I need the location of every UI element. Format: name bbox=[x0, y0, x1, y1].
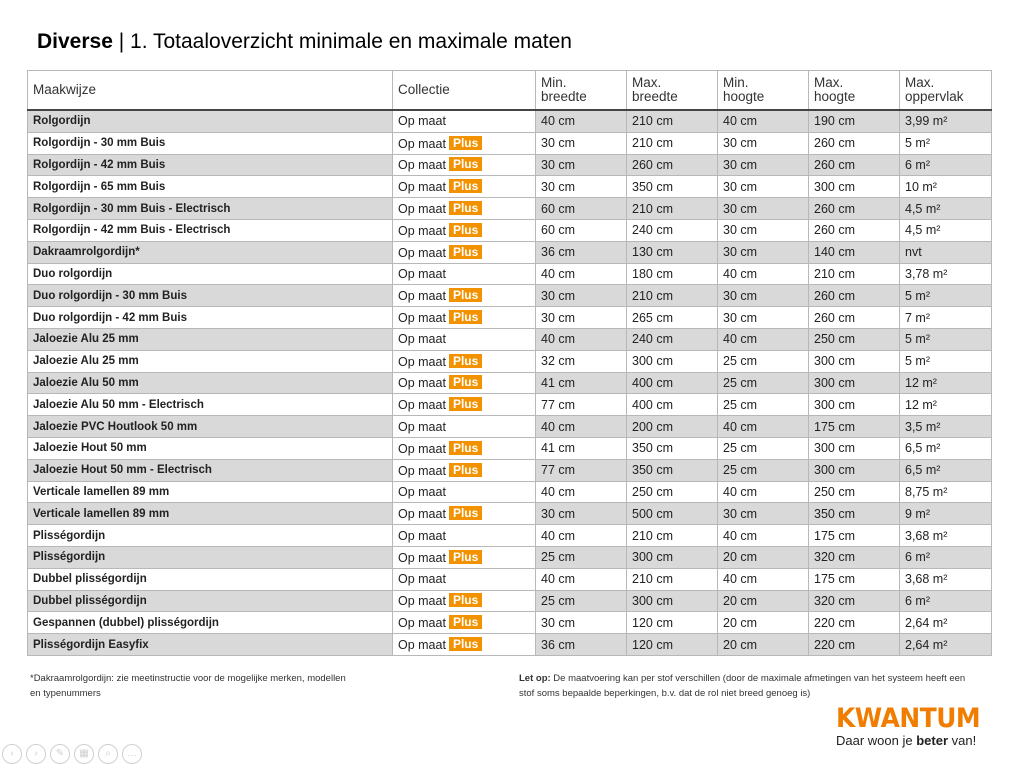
column-header: Maakwijze bbox=[28, 71, 393, 111]
max-b-cell: 210 cm bbox=[627, 285, 718, 307]
min-b-cell: 30 cm bbox=[536, 132, 627, 154]
maakwijze-cell: Rolgordijn - 65 mm Buis bbox=[28, 176, 393, 198]
collectie-cell bbox=[393, 634, 536, 656]
max-b-cell: 400 cm bbox=[627, 394, 718, 416]
collectie-cell bbox=[393, 132, 536, 154]
opp-cell: 5 m² bbox=[900, 132, 992, 154]
plus-badge: Plus bbox=[449, 463, 482, 477]
collectie-cell bbox=[393, 481, 536, 503]
min-b-cell: 30 cm bbox=[536, 612, 627, 634]
note-label: Let op: bbox=[519, 673, 551, 684]
collectie-label: Op maat bbox=[398, 202, 446, 217]
slogan-part: Daar woon je bbox=[836, 733, 917, 748]
plus-badge: Plus bbox=[449, 179, 482, 193]
min-h-cell: 25 cm bbox=[718, 350, 809, 372]
collectie-label: Op maat bbox=[398, 507, 446, 522]
min-h-cell: 20 cm bbox=[718, 546, 809, 568]
opp-cell: 7 m² bbox=[900, 307, 992, 329]
max-h-cell: 175 cm bbox=[809, 416, 900, 438]
max-h-cell: 300 cm bbox=[809, 437, 900, 459]
table-row bbox=[28, 132, 992, 154]
min-b-cell: 77 cm bbox=[536, 394, 627, 416]
collectie-cell bbox=[393, 219, 536, 241]
opp-cell: 5 m² bbox=[900, 350, 992, 372]
min-b-cell: 25 cm bbox=[536, 546, 627, 568]
max-b-cell: 300 cm bbox=[627, 546, 718, 568]
column-header: Max. breedte bbox=[627, 71, 718, 111]
collectie-label: Op maat bbox=[398, 136, 446, 151]
opp-cell: 6 m² bbox=[900, 546, 992, 568]
slogan-bold: beter bbox=[916, 733, 949, 748]
max-h-cell: 190 cm bbox=[809, 110, 900, 132]
collectie-label: Op maat bbox=[398, 463, 446, 478]
table-row bbox=[28, 546, 992, 568]
opp-cell: 6 m² bbox=[900, 590, 992, 612]
table-header-row bbox=[28, 71, 992, 111]
title-bold: Diverse bbox=[37, 30, 113, 53]
forward-icon[interactable]: › bbox=[26, 744, 46, 764]
max-b-cell: 350 cm bbox=[627, 176, 718, 198]
min-b-cell: 41 cm bbox=[536, 437, 627, 459]
slogan-part: van! bbox=[948, 733, 977, 748]
maakwijze-cell: Jaloezie PVC Houtlook 50 mm bbox=[28, 416, 393, 438]
table-row bbox=[28, 285, 992, 307]
collectie-cell bbox=[393, 590, 536, 612]
plus-badge: Plus bbox=[449, 310, 482, 324]
min-b-cell: 30 cm bbox=[536, 176, 627, 198]
plus-badge: Plus bbox=[449, 441, 482, 455]
opp-cell: 3,68 m² bbox=[900, 525, 992, 547]
collectie-cell bbox=[393, 328, 536, 350]
max-b-cell: 400 cm bbox=[627, 372, 718, 394]
min-b-cell: 25 cm bbox=[536, 590, 627, 612]
plus-badge: Plus bbox=[449, 506, 482, 520]
table-row bbox=[28, 459, 992, 481]
collectie-cell bbox=[393, 241, 536, 263]
note bbox=[519, 671, 969, 701]
collectie-cell bbox=[393, 437, 536, 459]
maakwijze-cell: Jaloezie Alu 25 mm bbox=[28, 328, 393, 350]
opp-cell: 3,99 m² bbox=[900, 110, 992, 132]
min-h-cell: 20 cm bbox=[718, 590, 809, 612]
min-b-cell: 30 cm bbox=[536, 503, 627, 525]
collectie-label: Op maat bbox=[398, 376, 446, 391]
maakwijze-cell: Plisségordijn bbox=[28, 525, 393, 547]
collectie-label: Op maat bbox=[398, 638, 446, 653]
page-title bbox=[37, 30, 572, 54]
max-h-cell: 350 cm bbox=[809, 503, 900, 525]
table-row bbox=[28, 110, 992, 132]
collectie-cell bbox=[393, 372, 536, 394]
table-row bbox=[28, 481, 992, 503]
opp-cell: 6,5 m² bbox=[900, 459, 992, 481]
more-icon[interactable]: … bbox=[122, 744, 142, 764]
min-b-cell: 60 cm bbox=[536, 219, 627, 241]
maakwijze-cell: Jaloezie Alu 25 mm bbox=[28, 350, 393, 372]
plus-badge: Plus bbox=[449, 201, 482, 215]
collectie-label: Op maat bbox=[398, 289, 446, 304]
min-h-cell: 30 cm bbox=[718, 154, 809, 176]
collectie-label: Op maat bbox=[398, 311, 446, 326]
table-row bbox=[28, 154, 992, 176]
max-h-cell: 140 cm bbox=[809, 241, 900, 263]
maakwijze-cell: Jaloezie Alu 50 mm - Electrisch bbox=[28, 394, 393, 416]
min-h-cell: 40 cm bbox=[718, 525, 809, 547]
max-h-cell: 250 cm bbox=[809, 328, 900, 350]
table-row bbox=[28, 263, 992, 285]
max-h-cell: 320 cm bbox=[809, 590, 900, 612]
min-b-cell: 40 cm bbox=[536, 525, 627, 547]
min-h-cell: 25 cm bbox=[718, 437, 809, 459]
table-row bbox=[28, 568, 992, 590]
maakwijze-cell: Plisségordijn Easyfix bbox=[28, 634, 393, 656]
max-h-cell: 175 cm bbox=[809, 525, 900, 547]
max-b-cell: 240 cm bbox=[627, 219, 718, 241]
min-h-cell: 40 cm bbox=[718, 481, 809, 503]
collectie-cell bbox=[393, 612, 536, 634]
collectie-cell bbox=[393, 546, 536, 568]
zoom-icon[interactable]: ⌕ bbox=[98, 744, 118, 764]
max-b-cell: 120 cm bbox=[627, 612, 718, 634]
min-h-cell: 30 cm bbox=[718, 307, 809, 329]
table-row bbox=[28, 394, 992, 416]
table-row bbox=[28, 612, 992, 634]
column-header: Min. breedte bbox=[536, 71, 627, 111]
table-body bbox=[28, 110, 992, 655]
max-b-cell: 210 cm bbox=[627, 198, 718, 220]
collectie-cell bbox=[393, 307, 536, 329]
collectie-label: Op maat bbox=[398, 332, 446, 347]
table-row bbox=[28, 328, 992, 350]
maakwijze-cell: Verticale lamellen 89 mm bbox=[28, 481, 393, 503]
collectie-label: Op maat bbox=[398, 484, 446, 499]
min-b-cell: 40 cm bbox=[536, 481, 627, 503]
plus-badge: Plus bbox=[449, 375, 482, 389]
min-b-cell: 40 cm bbox=[536, 110, 627, 132]
min-h-cell: 30 cm bbox=[718, 285, 809, 307]
plus-badge: Plus bbox=[449, 593, 482, 607]
min-b-cell: 36 cm bbox=[536, 634, 627, 656]
max-b-cell: 210 cm bbox=[627, 525, 718, 547]
collectie-cell bbox=[393, 503, 536, 525]
table-row bbox=[28, 416, 992, 438]
maakwijze-cell: Rolgordijn - 42 mm Buis - Electrisch bbox=[28, 219, 393, 241]
collectie-cell bbox=[393, 525, 536, 547]
collectie-cell bbox=[393, 416, 536, 438]
max-h-cell: 320 cm bbox=[809, 546, 900, 568]
min-b-cell: 41 cm bbox=[536, 372, 627, 394]
plus-badge: Plus bbox=[449, 157, 482, 171]
min-h-cell: 25 cm bbox=[718, 372, 809, 394]
opp-cell: 4,5 m² bbox=[900, 219, 992, 241]
collectie-label: Op maat bbox=[398, 616, 446, 631]
opp-cell: 3,68 m² bbox=[900, 568, 992, 590]
max-b-cell: 120 cm bbox=[627, 634, 718, 656]
collectie-cell bbox=[393, 394, 536, 416]
table-row bbox=[28, 219, 992, 241]
collectie-label: Op maat bbox=[398, 354, 446, 369]
min-h-cell: 25 cm bbox=[718, 394, 809, 416]
maakwijze-cell: Gespannen (dubbel) plisségordijn bbox=[28, 612, 393, 634]
collectie-label: Op maat bbox=[398, 180, 446, 195]
maakwijze-cell: Rolgordijn - 30 mm Buis bbox=[28, 132, 393, 154]
min-h-cell: 30 cm bbox=[718, 219, 809, 241]
maakwijze-cell: Dubbel plisségordijn bbox=[28, 590, 393, 612]
collectie-cell bbox=[393, 263, 536, 285]
max-b-cell: 210 cm bbox=[627, 568, 718, 590]
min-b-cell: 40 cm bbox=[536, 328, 627, 350]
collectie-cell bbox=[393, 285, 536, 307]
collectie-label: Op maat bbox=[398, 550, 446, 565]
max-h-cell: 260 cm bbox=[809, 132, 900, 154]
maakwijze-cell: Verticale lamellen 89 mm bbox=[28, 503, 393, 525]
max-h-cell: 260 cm bbox=[809, 285, 900, 307]
plus-badge: Plus bbox=[449, 637, 482, 651]
opp-cell: 12 m² bbox=[900, 372, 992, 394]
slide-nav-controls bbox=[2, 744, 142, 764]
max-h-cell: 220 cm bbox=[809, 634, 900, 656]
dimensions-table bbox=[27, 70, 992, 656]
min-h-cell: 40 cm bbox=[718, 263, 809, 285]
logo-slogan bbox=[836, 733, 1008, 749]
collectie-cell bbox=[393, 110, 536, 132]
max-h-cell: 250 cm bbox=[809, 481, 900, 503]
plus-badge: Plus bbox=[449, 245, 482, 259]
maakwijze-cell: Duo rolgordijn - 30 mm Buis bbox=[28, 285, 393, 307]
max-h-cell: 260 cm bbox=[809, 154, 900, 176]
opp-cell: 6,5 m² bbox=[900, 437, 992, 459]
maakwijze-cell: Plisségordijn bbox=[28, 546, 393, 568]
opp-cell: 8,75 m² bbox=[900, 481, 992, 503]
collectie-label: Op maat bbox=[398, 528, 446, 543]
collectie-cell bbox=[393, 568, 536, 590]
collectie-label: Op maat bbox=[398, 266, 446, 281]
collectie-label: Op maat bbox=[398, 398, 446, 413]
maakwijze-cell: Rolgordijn - 42 mm Buis bbox=[28, 154, 393, 176]
plus-badge: Plus bbox=[449, 288, 482, 302]
plus-badge: Plus bbox=[449, 397, 482, 411]
min-h-cell: 25 cm bbox=[718, 459, 809, 481]
max-b-cell: 350 cm bbox=[627, 437, 718, 459]
maakwijze-cell: Dakraamrolgordijn* bbox=[28, 241, 393, 263]
min-h-cell: 40 cm bbox=[718, 568, 809, 590]
logo-word: KWANTUM bbox=[836, 703, 981, 734]
plus-badge: Plus bbox=[449, 223, 482, 237]
table-row bbox=[28, 350, 992, 372]
collectie-label: Op maat bbox=[398, 419, 446, 434]
maakwijze-cell: Jaloezie Hout 50 mm - Electrisch bbox=[28, 459, 393, 481]
max-h-cell: 300 cm bbox=[809, 459, 900, 481]
max-b-cell: 240 cm bbox=[627, 328, 718, 350]
min-h-cell: 40 cm bbox=[718, 328, 809, 350]
column-header: Max. hoogte bbox=[809, 71, 900, 111]
min-h-cell: 30 cm bbox=[718, 198, 809, 220]
table-row bbox=[28, 503, 992, 525]
min-h-cell: 40 cm bbox=[718, 416, 809, 438]
max-b-cell: 210 cm bbox=[627, 132, 718, 154]
max-b-cell: 260 cm bbox=[627, 154, 718, 176]
table-row bbox=[28, 176, 992, 198]
collectie-cell bbox=[393, 459, 536, 481]
table-row bbox=[28, 634, 992, 656]
column-header: Collectie bbox=[393, 71, 536, 111]
opp-cell: 2,64 m² bbox=[900, 612, 992, 634]
collectie-cell bbox=[393, 154, 536, 176]
min-b-cell: 40 cm bbox=[536, 263, 627, 285]
table-row bbox=[28, 198, 992, 220]
opp-cell: 12 m² bbox=[900, 394, 992, 416]
opp-cell: 6 m² bbox=[900, 154, 992, 176]
maakwijze-cell: Jaloezie Hout 50 mm bbox=[28, 437, 393, 459]
opp-cell: 3,5 m² bbox=[900, 416, 992, 438]
opp-cell: 5 m² bbox=[900, 328, 992, 350]
max-h-cell: 260 cm bbox=[809, 307, 900, 329]
opp-cell: 10 m² bbox=[900, 176, 992, 198]
collectie-cell bbox=[393, 198, 536, 220]
max-h-cell: 300 cm bbox=[809, 350, 900, 372]
min-b-cell: 60 cm bbox=[536, 198, 627, 220]
collectie-cell bbox=[393, 176, 536, 198]
maakwijze-cell: Duo rolgordijn - 42 mm Buis bbox=[28, 307, 393, 329]
collectie-label: Op maat bbox=[398, 158, 446, 173]
max-b-cell: 180 cm bbox=[627, 263, 718, 285]
table-row bbox=[28, 437, 992, 459]
max-h-cell: 260 cm bbox=[809, 219, 900, 241]
maakwijze-cell: Rolgordijn - 30 mm Buis - Electrisch bbox=[28, 198, 393, 220]
min-b-cell: 32 cm bbox=[536, 350, 627, 372]
collectie-label: Op maat bbox=[398, 572, 446, 587]
table-row bbox=[28, 372, 992, 394]
min-h-cell: 30 cm bbox=[718, 176, 809, 198]
max-h-cell: 300 cm bbox=[809, 394, 900, 416]
min-h-cell: 40 cm bbox=[718, 110, 809, 132]
max-b-cell: 250 cm bbox=[627, 481, 718, 503]
min-b-cell: 36 cm bbox=[536, 241, 627, 263]
kwantum-logo bbox=[836, 705, 1008, 749]
max-b-cell: 300 cm bbox=[627, 350, 718, 372]
table-row bbox=[28, 525, 992, 547]
collectie-label: Op maat bbox=[398, 114, 446, 129]
maakwijze-cell: Jaloezie Alu 50 mm bbox=[28, 372, 393, 394]
max-h-cell: 220 cm bbox=[809, 612, 900, 634]
max-h-cell: 300 cm bbox=[809, 372, 900, 394]
max-b-cell: 500 cm bbox=[627, 503, 718, 525]
min-h-cell: 20 cm bbox=[718, 634, 809, 656]
title-rest: | 1. Totaaloverzicht minimale en maximale maten bbox=[112, 30, 572, 53]
table-row bbox=[28, 241, 992, 263]
min-b-cell: 30 cm bbox=[536, 154, 627, 176]
max-h-cell: 260 cm bbox=[809, 198, 900, 220]
collectie-label: Op maat bbox=[398, 594, 446, 609]
collectie-label: Op maat bbox=[398, 441, 446, 456]
maakwijze-cell: Rolgordijn bbox=[28, 110, 393, 132]
max-b-cell: 350 cm bbox=[627, 459, 718, 481]
maakwijze-cell: Dubbel plisségordijn bbox=[28, 568, 393, 590]
opp-cell: 2,64 m² bbox=[900, 634, 992, 656]
max-b-cell: 130 cm bbox=[627, 241, 718, 263]
opp-cell: 4,5 m² bbox=[900, 198, 992, 220]
collectie-cell bbox=[393, 350, 536, 372]
plus-badge: Plus bbox=[449, 615, 482, 629]
opp-cell: 9 m² bbox=[900, 503, 992, 525]
min-b-cell: 40 cm bbox=[536, 416, 627, 438]
table-row bbox=[28, 590, 992, 612]
plus-badge: Plus bbox=[449, 354, 482, 368]
column-header: Min. hoogte bbox=[718, 71, 809, 111]
max-h-cell: 210 cm bbox=[809, 263, 900, 285]
max-b-cell: 265 cm bbox=[627, 307, 718, 329]
min-h-cell: 30 cm bbox=[718, 503, 809, 525]
min-h-cell: 30 cm bbox=[718, 241, 809, 263]
min-h-cell: 30 cm bbox=[718, 132, 809, 154]
pen-icon[interactable]: ✎ bbox=[50, 744, 70, 764]
max-h-cell: 175 cm bbox=[809, 568, 900, 590]
back-icon[interactable]: ‹ bbox=[2, 744, 22, 764]
max-b-cell: 200 cm bbox=[627, 416, 718, 438]
column-header: Max. oppervlak bbox=[900, 71, 992, 111]
max-b-cell: 210 cm bbox=[627, 110, 718, 132]
slides-icon[interactable]: ▦ bbox=[74, 744, 94, 764]
plus-badge: Plus bbox=[449, 550, 482, 564]
opp-cell: 3,78 m² bbox=[900, 263, 992, 285]
collectie-label: Op maat bbox=[398, 245, 446, 260]
table-row bbox=[28, 307, 992, 329]
max-b-cell: 300 cm bbox=[627, 590, 718, 612]
min-b-cell: 30 cm bbox=[536, 285, 627, 307]
opp-cell: nvt bbox=[900, 241, 992, 263]
footnote: *Dakraamrolgordijn: zie meetinstructie voor de mogelijke merken, modellen en typenummers bbox=[30, 673, 346, 699]
opp-cell: 5 m² bbox=[900, 285, 992, 307]
min-b-cell: 40 cm bbox=[536, 568, 627, 590]
min-b-cell: 30 cm bbox=[536, 307, 627, 329]
min-h-cell: 20 cm bbox=[718, 612, 809, 634]
note-text: De maatvoering kan per stof verschillen (door de maximale afmetingen van het systeem heeft een stof soms bepaalde beperkingen, b.v. dat de rol niet breed genoeg is) bbox=[519, 673, 966, 699]
min-b-cell: 77 cm bbox=[536, 459, 627, 481]
collectie-label: Op maat bbox=[398, 223, 446, 238]
maakwijze-cell: Duo rolgordijn bbox=[28, 263, 393, 285]
max-h-cell: 300 cm bbox=[809, 176, 900, 198]
plus-badge: Plus bbox=[449, 136, 482, 150]
